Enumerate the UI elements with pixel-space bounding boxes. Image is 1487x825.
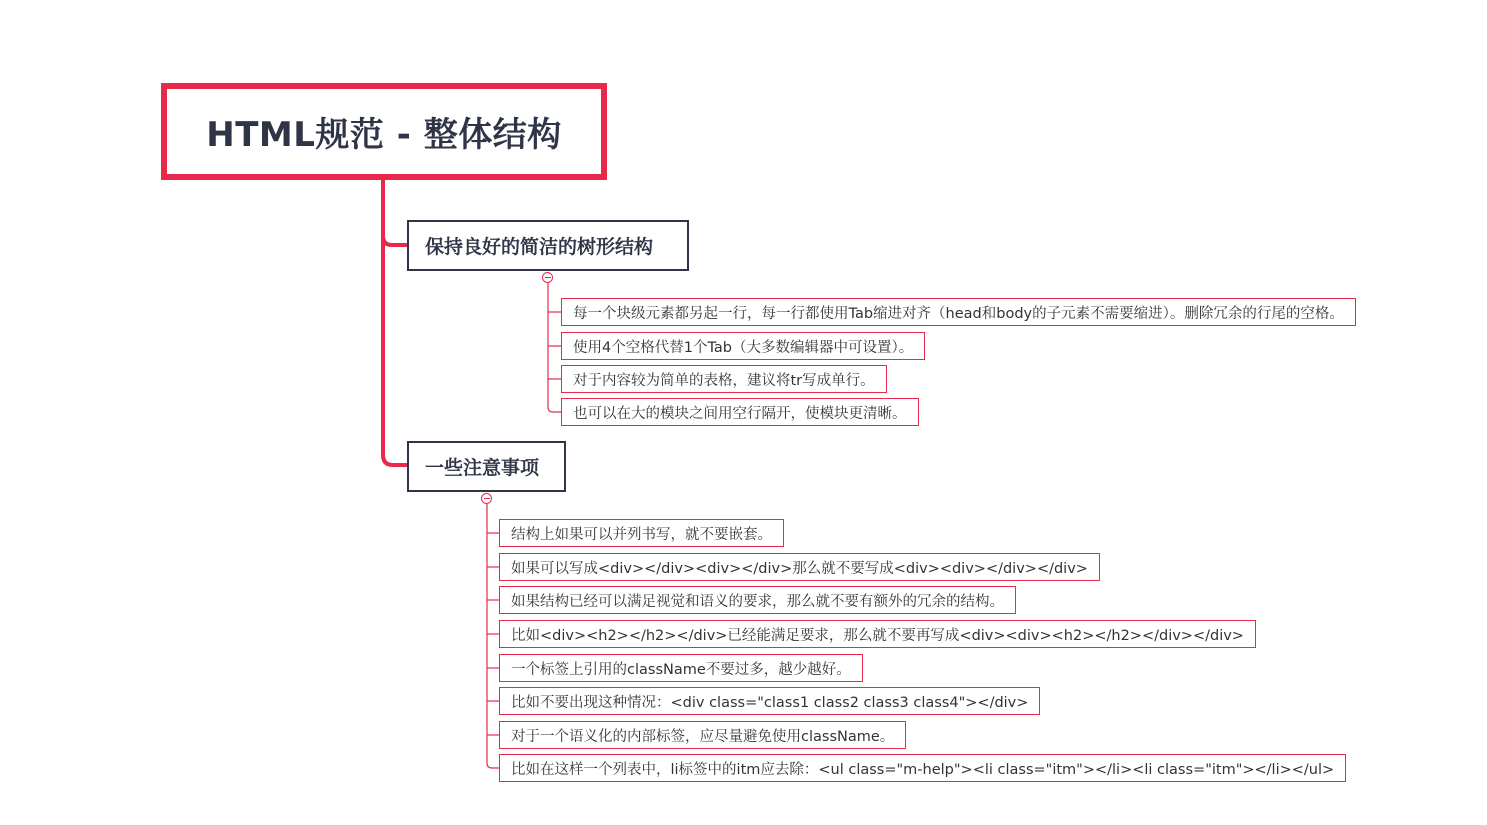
branch2-stem: [487, 504, 499, 768]
leaf-topic[interactable]: [561, 332, 925, 360]
leaf-topic[interactable]: [499, 586, 1016, 614]
leaf-text: 对于内容较为简单的表格，建议将tr写成单行。: [573, 372, 875, 389]
leaf-text: 使用4个空格代替1个Tab（大多数编辑器中可设置）。: [573, 339, 914, 356]
branch-topic-notes[interactable]: [407, 441, 566, 492]
leaf-topic[interactable]: [499, 553, 1100, 581]
branch-title: 一些注意事项: [425, 457, 540, 479]
branch1-stem: [548, 283, 561, 412]
branch-topic-structure[interactable]: [407, 220, 689, 271]
collapse-toggle-icon[interactable]: [481, 493, 492, 504]
leaf-topic[interactable]: [499, 721, 906, 749]
collapse-toggle-icon[interactable]: [542, 272, 553, 283]
leaf-text: 如果结构已经可以满足视觉和语义的要求，那么就不要有额外的冗余的结构。: [511, 593, 1004, 610]
leaf-text: 每一个块级元素都另起一行，每一行都使用Tab缩进对齐（head和body的子元素不需要缩进）。删除冗余的行尾的空格。: [573, 305, 1344, 322]
leaf-text: 结构上如果可以并列书写，就不要嵌套。: [511, 526, 772, 543]
trunk-line-2: [383, 236, 408, 465]
leaf-topic[interactable]: [561, 398, 919, 426]
leaf-topic[interactable]: [499, 687, 1040, 715]
leaf-topic[interactable]: [561, 298, 1356, 326]
leaf-text: 比如<div><h2></h2></div>已经能满足要求，那么就不要再写成<div><div><h2></h2></div></div>: [511, 627, 1244, 644]
leaf-text: 一个标签上引用的className不要过多，越少越好。: [511, 661, 851, 678]
root-topic[interactable]: [161, 83, 607, 180]
leaf-topic[interactable]: [499, 754, 1346, 782]
leaf-topic[interactable]: [561, 365, 887, 393]
leaf-text: 对于一个语义化的内部标签，应尽量避免使用className。: [511, 728, 895, 745]
leaf-text: 如果可以写成<div></div><div></div>那么就不要写成<div><div></div></div>: [511, 560, 1088, 577]
root-title: HTML规范 - 整体结构: [206, 115, 562, 155]
leaf-text: 比如不要出现这种情况：<div class="class1 class2 class3 class4"></div>: [511, 694, 1029, 711]
leaf-topic[interactable]: [499, 620, 1256, 648]
leaf-topic[interactable]: [499, 654, 863, 682]
branch-title: 保持良好的简洁的树形结构: [425, 236, 654, 258]
leaf-text: 也可以在大的模块之间用空行隔开，使模块更清晰。: [573, 405, 907, 422]
leaf-text: 比如在这样一个列表中，li标签中的itm应去除：<ul class="m-help"><li class="itm"></li><li class="itm"></li></ul>: [511, 761, 1335, 778]
trunk-line: [383, 180, 408, 245]
leaf-topic[interactable]: [499, 519, 784, 547]
